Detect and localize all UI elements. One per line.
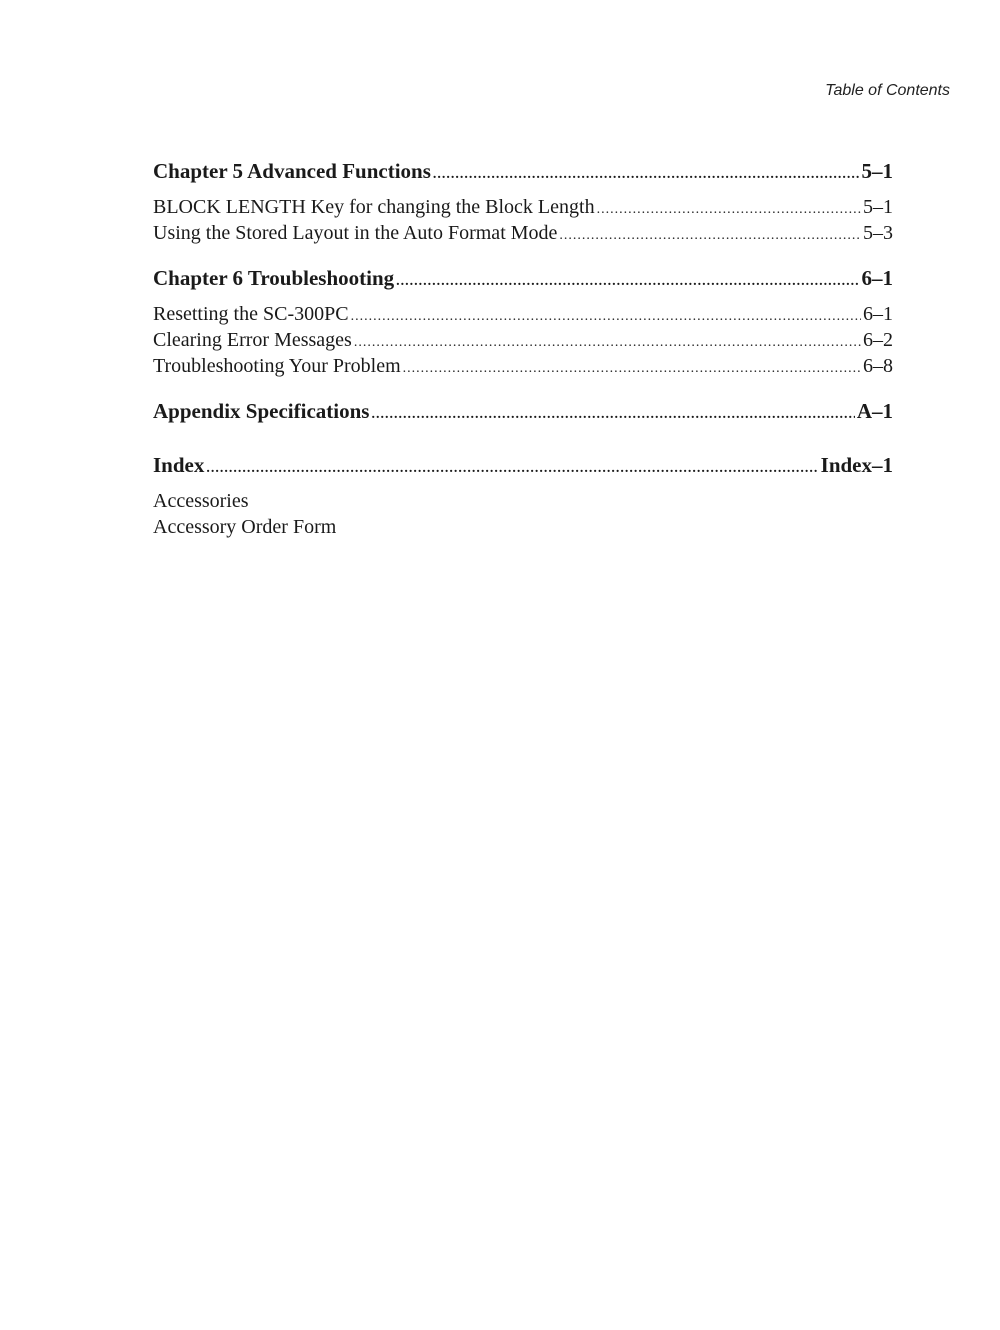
toc-chapter-title: Index: [153, 453, 205, 477]
toc-page-number: 5–3: [863, 222, 893, 244]
toc-extra-order-form[interactable]: Accessory Order Form: [153, 516, 337, 538]
toc-page-number: 6–1: [861, 266, 893, 290]
table-of-contents: [153, 156, 893, 540]
toc-section-title: Resetting the SC-300PC: [153, 303, 349, 325]
dot-leader: [206, 454, 818, 484]
toc-appendix[interactable]: [153, 396, 893, 426]
toc-page-number: 5–1: [861, 159, 893, 183]
dot-leader: [559, 223, 861, 249]
toc-chapter-6[interactable]: [153, 263, 893, 293]
toc-section-title: Troubleshooting Your Problem: [153, 355, 401, 377]
dot-leader: [354, 330, 861, 356]
toc-page-number: 5–1: [863, 196, 893, 218]
toc-section-title: BLOCK LENGTH Key for changing the Block Length: [153, 196, 595, 218]
toc-section-title: Clearing Error Messages: [153, 329, 352, 351]
toc-index[interactable]: [153, 450, 893, 480]
dot-leader: [403, 356, 861, 382]
toc-page-number: 6–8: [863, 355, 893, 377]
dot-leader: [396, 267, 859, 297]
toc-page-number: A–1: [856, 399, 893, 423]
toc-section[interactable]: [153, 220, 893, 246]
toc-section-title: Using the Stored Layout in the Auto Format Mode: [153, 222, 558, 244]
toc-chapter-title: Chapter 6 Troubleshooting: [153, 266, 395, 290]
dot-leader: [371, 400, 854, 430]
toc-page-number: 6–2: [863, 329, 893, 351]
toc-section[interactable]: [153, 353, 893, 379]
toc-page-number: 6–1: [863, 303, 893, 325]
toc-chapter-title: Chapter 5 Advanced Functions: [153, 159, 431, 183]
toc-chapter-title: Appendix Specifications: [153, 399, 370, 423]
toc-extra-accessories[interactable]: Accessories: [153, 490, 249, 512]
toc-section[interactable]: [153, 194, 893, 220]
toc-page-number: Index–1: [820, 453, 893, 477]
toc-section[interactable]: [153, 301, 893, 327]
dot-leader: [433, 160, 860, 190]
dot-leader: [351, 304, 861, 330]
running-header-title: Table of Contents: [825, 82, 950, 99]
toc-section[interactable]: [153, 327, 893, 353]
toc-chapter-5[interactable]: [153, 156, 893, 186]
dot-leader: [597, 197, 861, 223]
